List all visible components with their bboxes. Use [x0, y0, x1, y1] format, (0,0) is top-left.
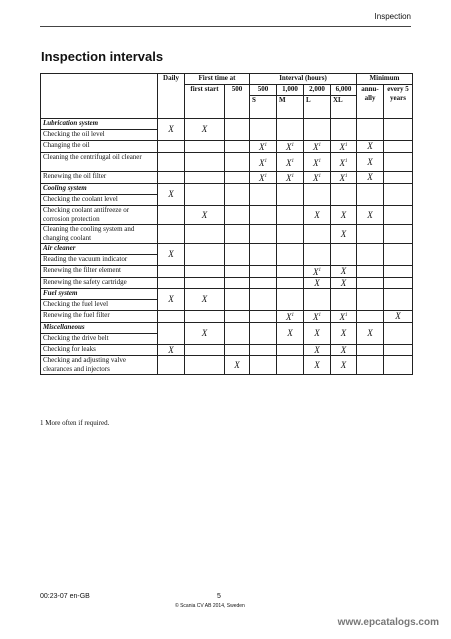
mark-cell — [250, 225, 277, 244]
task-label: Checking the coolant level — [41, 195, 158, 206]
mark-cell — [225, 153, 250, 172]
mark-cell — [304, 289, 331, 311]
header-section: Inspection — [374, 12, 411, 21]
section-label: Cooling system — [41, 184, 158, 195]
table-row — [41, 141, 413, 153]
mark-cell — [357, 289, 384, 311]
mark-cell — [384, 356, 413, 375]
mark-cell — [250, 345, 277, 356]
mark-cell — [277, 206, 304, 225]
mark-cell — [277, 244, 304, 266]
mark-cell — [185, 278, 225, 289]
mark-cell: X — [158, 184, 185, 206]
mark-cell — [304, 244, 331, 266]
mark-cell — [277, 266, 304, 278]
table-row — [41, 289, 413, 300]
document-code: 00:23-07 en-GB — [40, 593, 90, 600]
mark-cell — [331, 184, 357, 206]
mark-cell: X — [331, 206, 357, 225]
table-row — [41, 323, 413, 334]
task-label: Checking coolant antifreeze or corrosion protection — [41, 206, 158, 225]
mark-cell — [225, 225, 250, 244]
mark-cell — [185, 311, 225, 323]
mark-cell — [357, 225, 384, 244]
mark-cell: X — [331, 266, 357, 278]
mark-cell — [304, 225, 331, 244]
mark-cell — [225, 206, 250, 225]
task-label: Changing the oil — [41, 141, 158, 153]
mark-cell — [384, 345, 413, 356]
mark-cell: X — [158, 289, 185, 311]
mark-cell: X — [331, 278, 357, 289]
task-label: Checking the drive belt — [41, 334, 158, 345]
mark-cell — [250, 184, 277, 206]
mark-cell — [384, 119, 413, 141]
mark-cell — [250, 119, 277, 141]
mark-cell — [304, 119, 331, 141]
mark-cell — [225, 278, 250, 289]
header-blank — [41, 74, 158, 119]
mark-cell — [277, 184, 304, 206]
table-row — [41, 119, 413, 130]
table-row — [41, 225, 413, 244]
mark-cell: X — [304, 356, 331, 375]
col-1000: 1,000 — [277, 85, 304, 96]
mark-cell: X — [357, 172, 384, 184]
mark-cell — [225, 244, 250, 266]
table-row — [41, 278, 413, 289]
col-6000: 6,000 — [331, 85, 357, 96]
mark-cell: X — [158, 119, 185, 141]
mark-cell — [384, 206, 413, 225]
mark-cell — [158, 153, 185, 172]
mark-cell — [384, 278, 413, 289]
mark-cell — [225, 311, 250, 323]
table-row — [41, 206, 413, 225]
section-label: Miscellaneous — [41, 323, 158, 334]
mark-cell — [250, 311, 277, 323]
mark-cell — [185, 153, 225, 172]
section-label: Air cleaner — [41, 244, 158, 255]
mark-cell — [225, 266, 250, 278]
mark-cell: $X^1$ — [304, 141, 331, 153]
mark-cell — [185, 244, 225, 266]
table-row — [41, 266, 413, 278]
mark-cell: $X^1$ — [277, 172, 304, 184]
mark-cell — [158, 356, 185, 375]
mark-cell — [331, 289, 357, 311]
mark-cell — [384, 323, 413, 345]
mark-cell: X — [185, 289, 225, 311]
mark-cell: X — [304, 345, 331, 356]
mark-cell — [185, 184, 225, 206]
table-row — [41, 153, 413, 172]
mark-cell — [185, 141, 225, 153]
col-l: L — [304, 96, 331, 119]
task-label: Checking the fuel level — [41, 300, 158, 311]
mark-cell: X — [225, 356, 250, 375]
section-label: Lubrication system — [41, 119, 158, 130]
table-row — [41, 184, 413, 195]
mark-cell: X — [357, 153, 384, 172]
mark-cell: X — [185, 119, 225, 141]
mark-cell: $X^1$ — [304, 311, 331, 323]
mark-cell — [158, 172, 185, 184]
mark-cell — [384, 225, 413, 244]
col-xl: XL — [331, 96, 357, 119]
col-daily: Daily — [158, 74, 185, 119]
mark-cell — [250, 278, 277, 289]
mark-cell: X — [304, 206, 331, 225]
mark-cell — [158, 311, 185, 323]
col-s: S — [250, 96, 277, 119]
page-number: 5 — [217, 593, 221, 600]
mark-cell: X — [304, 323, 331, 345]
col-interval: Interval (hours) — [250, 74, 357, 85]
task-label: Checking the oil level — [41, 130, 158, 141]
mark-cell: $X^1$ — [331, 311, 357, 323]
mark-cell — [158, 278, 185, 289]
mark-cell — [225, 172, 250, 184]
mark-cell — [185, 345, 225, 356]
mark-cell — [225, 119, 250, 141]
mark-cell — [185, 356, 225, 375]
copyright: © Scania CV AB 2014, Sweden — [175, 603, 245, 609]
mark-cell — [277, 356, 304, 375]
col-500a: 500 — [225, 85, 250, 119]
mark-cell: $X^1$ — [250, 172, 277, 184]
table-row — [41, 244, 413, 255]
mark-cell — [250, 356, 277, 375]
mark-cell — [357, 244, 384, 266]
mark-cell — [225, 184, 250, 206]
mark-cell: X — [357, 323, 384, 345]
task-label: Renewing the filter element — [41, 266, 158, 278]
mark-cell: $X^1$ — [304, 266, 331, 278]
mark-cell — [250, 289, 277, 311]
mark-cell: $X^1$ — [304, 153, 331, 172]
mark-cell: X — [185, 323, 225, 345]
task-label: Cleaning the centrifugal oil cleaner — [41, 153, 158, 172]
mark-cell — [357, 119, 384, 141]
mark-cell — [225, 289, 250, 311]
mark-cell: $X^1$ — [331, 153, 357, 172]
mark-cell: X — [331, 345, 357, 356]
task-label: Renewing the fuel filter — [41, 311, 158, 323]
mark-cell — [384, 184, 413, 206]
mark-cell — [225, 345, 250, 356]
task-label: Renewing the oil filter — [41, 172, 158, 184]
mark-cell — [384, 172, 413, 184]
mark-cell: X — [158, 345, 185, 356]
col-every5: every 5 years — [384, 85, 413, 119]
task-label: Checking for leaks — [41, 345, 158, 356]
col-m: M — [277, 96, 304, 119]
inspection-table — [40, 73, 413, 375]
mark-cell: $X^1$ — [331, 172, 357, 184]
page-title: Inspection intervals — [41, 49, 164, 64]
mark-cell — [384, 153, 413, 172]
mark-cell — [185, 172, 225, 184]
mark-cell — [357, 266, 384, 278]
mark-cell — [250, 244, 277, 266]
mark-cell — [331, 244, 357, 266]
mark-cell: X — [277, 323, 304, 345]
mark-cell: $X^1$ — [277, 153, 304, 172]
mark-cell — [277, 278, 304, 289]
mark-cell — [185, 225, 225, 244]
mark-cell — [158, 323, 185, 345]
mark-cell: X — [331, 356, 357, 375]
mark-cell — [384, 141, 413, 153]
mark-cell — [357, 278, 384, 289]
mark-cell — [225, 141, 250, 153]
task-label: Checking and adjusting valve clearances and injectors — [41, 356, 158, 375]
mark-cell — [250, 266, 277, 278]
mark-cell — [357, 311, 384, 323]
mark-cell — [225, 323, 250, 345]
mark-cell: X — [384, 311, 413, 323]
col-first-time: First time at — [185, 74, 250, 85]
mark-cell: X — [158, 244, 185, 266]
mark-cell — [158, 141, 185, 153]
mark-cell: X — [331, 323, 357, 345]
footnote: 1 More often if required. — [40, 419, 110, 427]
mark-cell — [277, 345, 304, 356]
table-row — [41, 345, 413, 356]
mark-cell — [357, 184, 384, 206]
mark-cell — [357, 356, 384, 375]
mark-cell: $X^1$ — [304, 172, 331, 184]
mark-cell — [158, 225, 185, 244]
mark-cell — [384, 244, 413, 266]
mark-cell — [384, 266, 413, 278]
mark-cell — [250, 206, 277, 225]
col-first-start: first start — [185, 85, 225, 119]
mark-cell: $X^1$ — [250, 153, 277, 172]
section-label: Fuel system — [41, 289, 158, 300]
mark-cell — [277, 225, 304, 244]
mark-cell — [304, 184, 331, 206]
mark-cell — [250, 323, 277, 345]
mark-cell: X — [357, 141, 384, 153]
watermark: www.epcatalogs.com — [337, 617, 439, 628]
mark-cell — [185, 266, 225, 278]
col-500b: 500 — [250, 85, 277, 96]
mark-cell — [357, 345, 384, 356]
task-label: Cleaning the cooling system and changing coolant — [41, 225, 158, 244]
mark-cell — [277, 119, 304, 141]
header-rule — [40, 26, 411, 27]
mark-cell: $X^1$ — [277, 141, 304, 153]
mark-cell: $X^1$ — [250, 141, 277, 153]
mark-cell — [331, 119, 357, 141]
task-label: Renewing the safety cartridge — [41, 278, 158, 289]
mark-cell — [158, 266, 185, 278]
table-row — [41, 311, 413, 323]
table-row — [41, 172, 413, 184]
col-2000: 2,000 — [304, 85, 331, 96]
task-label: Reading the vacuum indicator — [41, 255, 158, 266]
mark-cell: X — [185, 206, 225, 225]
col-annually: annu- ally — [357, 85, 384, 119]
col-minimum: Minimum — [357, 74, 413, 85]
table-row — [41, 356, 413, 375]
mark-cell — [158, 206, 185, 225]
mark-cell: X — [331, 225, 357, 244]
mark-cell: X — [304, 278, 331, 289]
mark-cell — [384, 289, 413, 311]
mark-cell: $X^1$ — [277, 311, 304, 323]
mark-cell — [277, 289, 304, 311]
mark-cell: $X^1$ — [331, 141, 357, 153]
mark-cell: X — [357, 206, 384, 225]
